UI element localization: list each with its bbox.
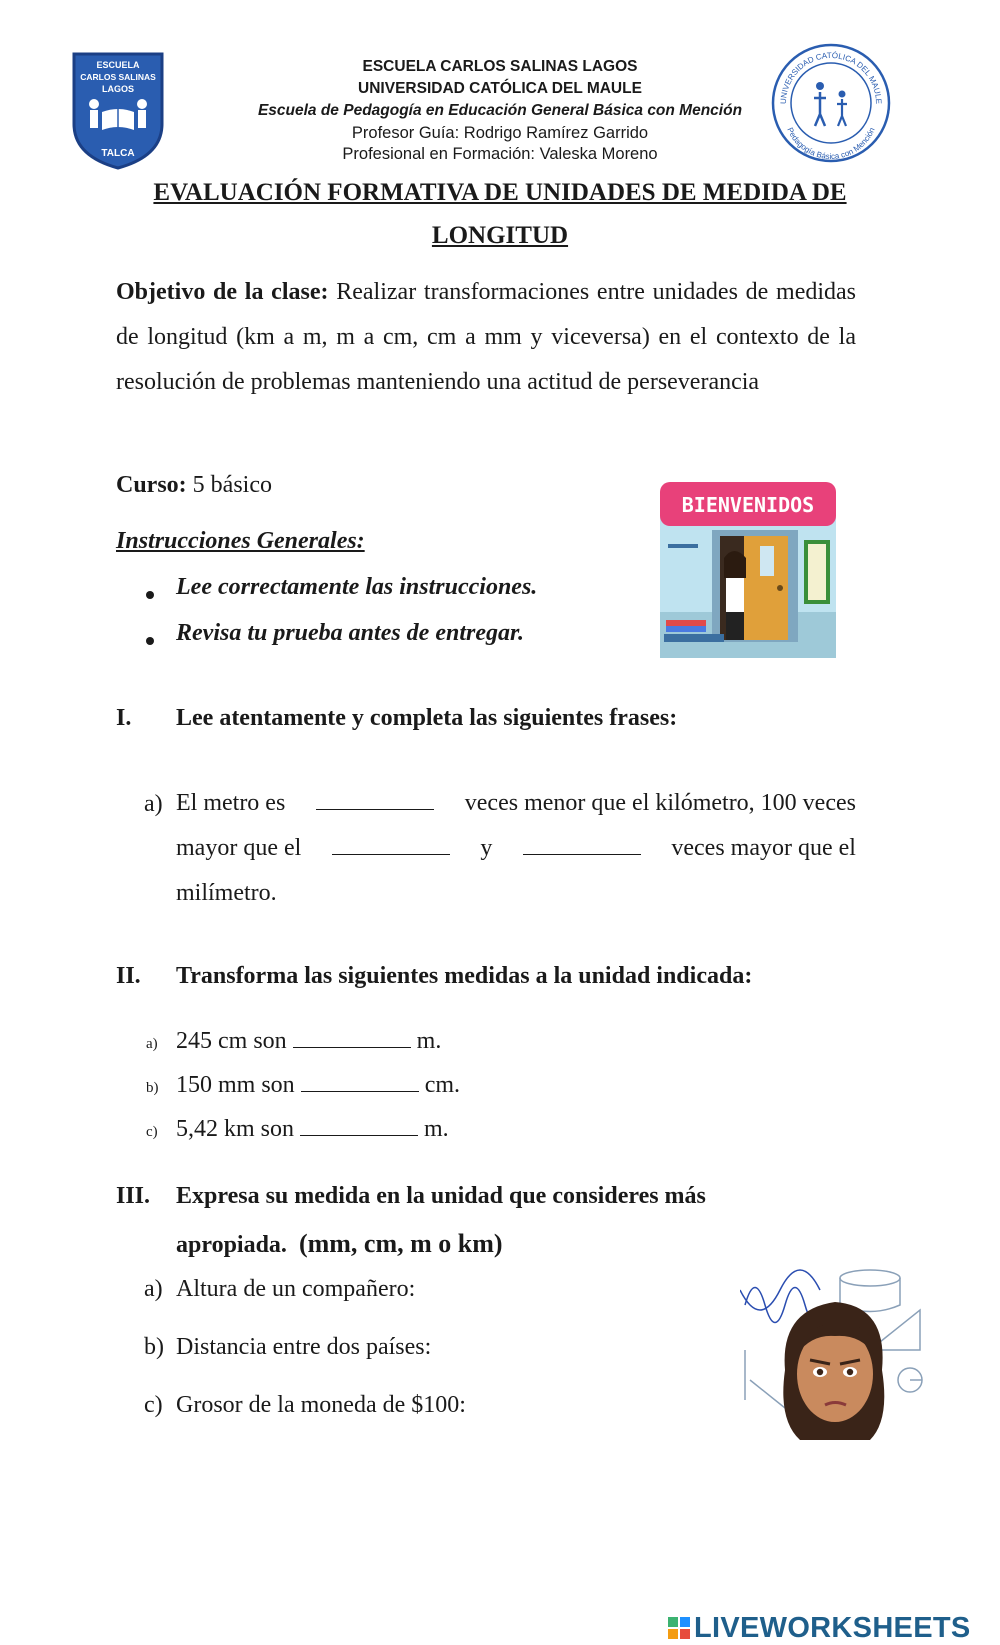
section1-item-a-text: y [480,835,493,861]
answer-blank[interactable] [301,1071,419,1092]
objective-paragraph [116,270,856,405]
page-title-line2: LONGITUD [431,222,569,249]
page-title: EVALUACIÓN FORMATIVA DE UNIDADES DE MEDIDA DE [153,179,847,206]
university-logo-top: UNIVERSIDAD CATÓLICA DEL MAULE [778,50,884,105]
section2-item-unit: m. [416,1028,442,1054]
header-school: ESCUELA CARLOS SALINAS LAGOS [362,58,638,75]
welcome-banner: BIENVENIDOS [681,493,815,517]
header-faculty: Escuela de Pedagogía en Educación General Básica con Mención [257,102,743,119]
section1-item-a-text: El metro es [176,790,286,816]
section3-title-line2 [176,1229,503,1259]
section2-item-text: 245 cm son [176,1028,287,1054]
section1-item-a-text: mayor que el [176,835,302,861]
course-value: 5 básico [192,472,272,498]
section3-item-letter: c) [144,1392,163,1418]
objective-label: Objetivo de la clase: [116,279,329,305]
section1-item-a-text: milímetro. [176,880,277,906]
section2-item [176,1115,449,1143]
section1-title: Lee atentamente y completa las siguientes frases: [176,705,678,731]
section3-title-line2-text: apropiada. [176,1232,287,1258]
instruction-item: Lee correctamente las instrucciones. [176,574,538,600]
section2-item [176,1071,460,1099]
bullet [146,637,154,645]
section2-item-letter: b) [146,1080,159,1096]
section1-item-a-text: veces menor que el kilómetro, 100 veces [464,790,856,816]
school-logo-line2: CARLOS SALINAS [80,72,156,82]
section3-number: III. [116,1183,151,1209]
liveworksheets-brand: LIVEWORKSHEETS [694,1611,971,1644]
university-logo [770,42,892,164]
instruction-item: Revisa tu prueba antes de entregar. [176,620,525,646]
header-student-teacher: Profesional en Formación: Valeska Moreno [342,145,658,163]
section1-item-letter: a) [144,791,163,817]
school-logo-bottom: TALCA [101,148,135,159]
section3-units: (mm, cm, m o km) [298,1229,503,1258]
section2-item-text: 5,42 km son [176,1116,295,1142]
answer-blank[interactable] [316,789,434,810]
university-logo-bottom: Pedagogía Básica con Mención [785,126,877,162]
section2-item-unit: cm. [424,1072,461,1098]
math-avatar-image [740,1250,930,1445]
course [116,463,272,508]
school-logo-line1: ESCUELA [96,60,140,70]
section2-item [176,1027,441,1055]
section2-item-unit: m. [424,1116,449,1142]
section2-item-letter: a) [146,1036,158,1052]
section2-number: II. [116,963,141,989]
welcome-classroom-image [660,482,836,658]
answer-blank[interactable] [523,834,641,855]
liveworksheets-logo [668,1613,971,1643]
section2-title: Transforma las siguientes medidas a la unidad indicada: [176,963,753,989]
section2-item-text: 150 mm son [176,1072,295,1098]
section3-item-text: Grosor de la moneda de $100: [176,1392,466,1418]
course-label: Curso: [116,472,187,498]
instructions-heading: Instrucciones Generales: [116,528,365,554]
section1-number: I. [116,705,132,731]
section3-item-text: Altura de un compañero: [176,1276,416,1302]
answer-blank[interactable] [332,834,450,855]
section3-item-letter: b) [144,1334,164,1360]
answer-blank[interactable] [300,1115,418,1136]
section1-item-a-text: veces mayor que el [671,835,856,861]
header-university: UNIVERSIDAD CATÓLICA DEL MAULE [358,80,642,97]
section3-title: Expresa su medida en la unidad que consideres más [176,1183,706,1209]
objective-text: Realizar transformaciones entre unidades de medidas de longitud (km a m, m a cm, cm a mm y viceversa) en el contexto de la resolución de problemas manteniendo una actitud de perseverancia [116,279,857,395]
section3-item-letter: a) [144,1276,163,1302]
bullet [146,591,154,599]
school-logo-line3: LAGOS [101,84,135,94]
header-professor: Profesor Guía: Rodrigo Ramírez Garrido [351,124,649,142]
answer-blank[interactable] [293,1027,411,1048]
section3-item-text: Distancia entre dos países: [176,1334,432,1360]
section2-item-letter: c) [146,1124,158,1140]
liveworksheets-icon [668,1617,690,1639]
section1-item-a [176,781,856,916]
